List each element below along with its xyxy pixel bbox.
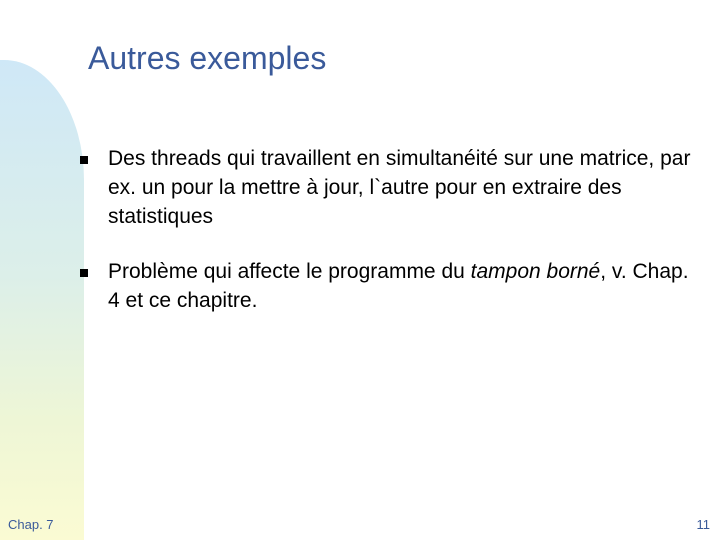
bullet-text-after: , v. Chap. 4 et ce chapitre.: [108, 260, 689, 312]
page-number: 11: [696, 517, 710, 532]
bullet-item: [80, 144, 700, 231]
square-bullet-icon: [80, 269, 88, 277]
slide-title: Autres exemples: [88, 40, 327, 76]
bullet-list: [80, 144, 700, 341]
bullet-item: [80, 257, 700, 315]
bullet-text-italic: tampon borné: [470, 260, 601, 283]
bullet-text-before: Problème qui affecte le programme du: [108, 260, 471, 283]
square-bullet-icon: [80, 156, 88, 164]
side-gradient-decoration: [0, 60, 84, 540]
footer-chapter-label: Chap. 7: [8, 517, 54, 532]
bullet-text: Des threads qui travaillent en simultanéité sur une matrice, par ex. un pour la mettre à jour, l`autre pour en extraire des statistiques: [108, 147, 691, 228]
